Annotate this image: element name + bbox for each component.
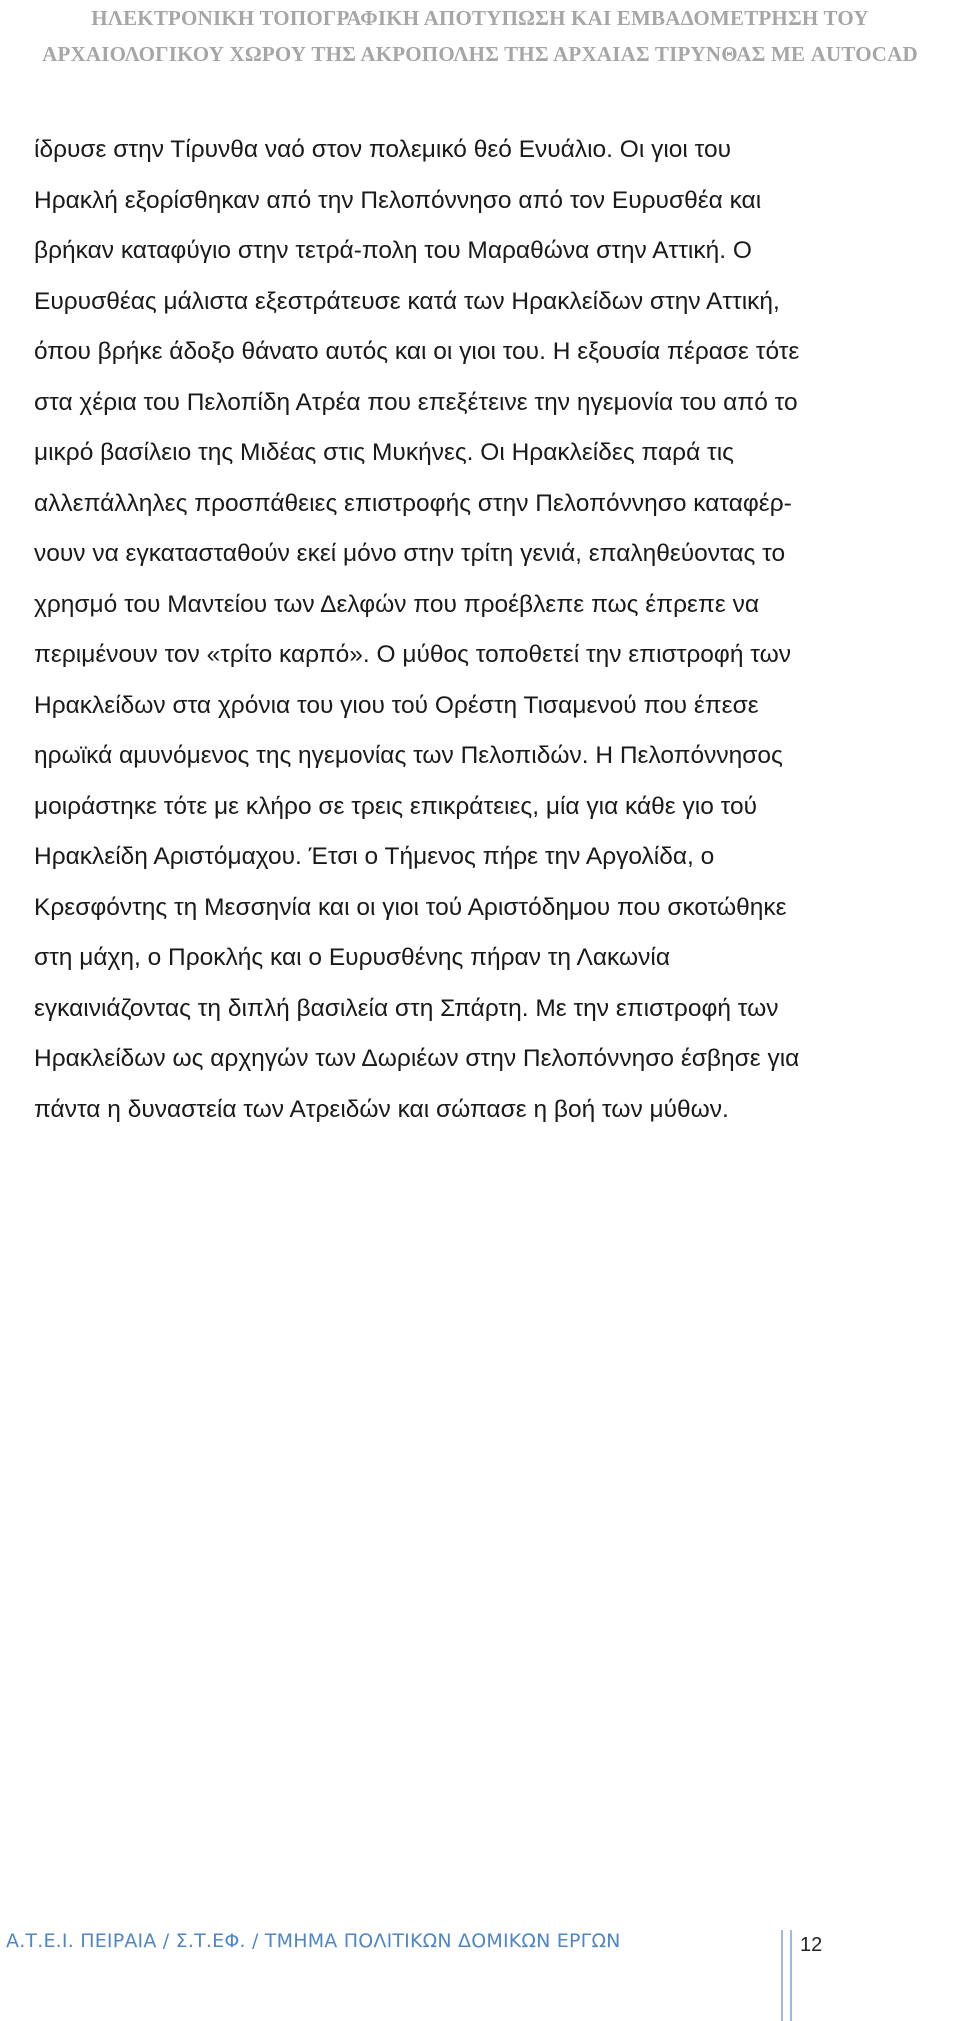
paragraph-line: περιμένουν τον «τρίτο καρπό». Ο μύθος τοποθετεί την επιστροφή των	[34, 641, 791, 668]
paragraph-line: στα χέρια του Πελοπίδη Ατρέα που επεξέτεινε την ηγεμονία του από το	[34, 388, 798, 416]
paragraph-line: Ηρακλή εξορίσθηκαν από την Πελοπόννησο από τον Ευρυσθέα και	[34, 186, 762, 214]
paragraph-line: βρήκαν καταφύγιο στην τετρά-πολη του Μαραθώνα στην Αττική. Ο	[34, 237, 752, 264]
paragraph-line: μοιράστηκε τότε με κλήρο σε τρεις επικράτειες, μία για κάθε γιο τού	[34, 792, 757, 820]
paragraph-line: όπου βρήκε άδοξο θάνατο αυτός και οι γιοι του. Η εξουσία πέρασε τότε	[34, 338, 800, 365]
paragraph-line: ίδρυσε στην Τίρυνθα ναό στον πολεμικό θεό Ενυάλιο. Οι γιοι του	[34, 136, 732, 163]
paragraph-line: μικρό βασίλειο της Μιδέας στις Μυκήνες. Οι Ηρακλείδες παρά τις	[34, 439, 734, 466]
paragraph-line: Ηρακλείδη Αριστόμαχου. Έτσι ο Τήμενος πήρε την Αργολίδα, ο	[34, 843, 715, 870]
header-title-line-2: ΑΡΧΑΙΟΛΟΓΙΚΟΥ ΧΩΡΟΥ ΤΗΣ ΑΚΡΟΠΟΛΗΣ ΤΗΣ ΑΡΧΑΙΑΣ ΤΙΡΥΝΘΑΣ ΜΕ AUTOCAD	[42, 42, 918, 66]
paragraph-line: νουν να εγκατασταθούν εκεί μόνο στην τρίτη γενιά, επαληθεύοντας το	[34, 540, 786, 567]
paragraph-line: Ηρακλείδων ως αρχηγών των Δωριέων στην Πελοπόννησο έσβησε για	[34, 1045, 800, 1072]
header-title-line-1: ΗΛΕΚΤΡΟΝΙΚΗ ΤΟΠΟΓΡΑΦΙΚΗ ΑΠΟΤΥΠΩΣΗ ΚΑΙ ΕΜΒΑΔΟΜΕΤΡΗΣΗ ΤΟΥ	[91, 6, 869, 30]
page-header	[0, 0, 960, 72]
paragraph-line: Ευρυσθέας μάλιστα εξεστράτευσε κατά των Ηρακλείδων στην Αττική,	[34, 287, 780, 315]
paragraph-line: εγκαινιάζοντας τη διπλή βασιλεία στη Σπάρτη. Με την επιστροφή των	[34, 994, 779, 1022]
page-number: 12	[800, 1934, 823, 1956]
paragraph-line: Κρεσφόντης τη Μεσσηνία και οι γιοι τού Αριστόδημου που σκοτώθηκε	[34, 893, 787, 921]
footer-institution: Α.Τ.Ε.Ι. ΠΕΙΡΑΙΑ / Σ.Τ.ΕΦ. / ΤΜΗΜΑ ΠΟΛΙΤΙΚΩΝ ΔΟΜΙΚΩΝ ΕΡΓΩΝ	[6, 1930, 621, 1952]
paragraph-line: Ηρακλείδων στα χρόνια του γιου τού Ορέστη Τισαμενού που έπεσε	[34, 691, 759, 719]
paragraph-line: ηρωϊκά αμυνόμενος της ηγεμονίας των Πελοπιδών. Η Πελοπόννησος	[34, 742, 783, 769]
footer-separator	[781, 1930, 792, 2021]
paragraph-line: πάντα η δυναστεία των Ατρειδών και σώπασε η βοή των μύθων.	[34, 1095, 729, 1123]
paragraph-line: χρησμό του Μαντείου των Δελφών που προέβλεπε πως έπρεπε να	[34, 590, 759, 618]
paragraph-line: αλλεπάλληλες προσπάθειες επιστροφής στην Πελοπόννησο καταφέρ-	[34, 489, 792, 517]
body-paragraph	[34, 125, 960, 1135]
paragraph-line: στη μάχη, ο Προκλής και ο Ευρυσθένης πήραν τη Λακωνία	[34, 944, 670, 971]
